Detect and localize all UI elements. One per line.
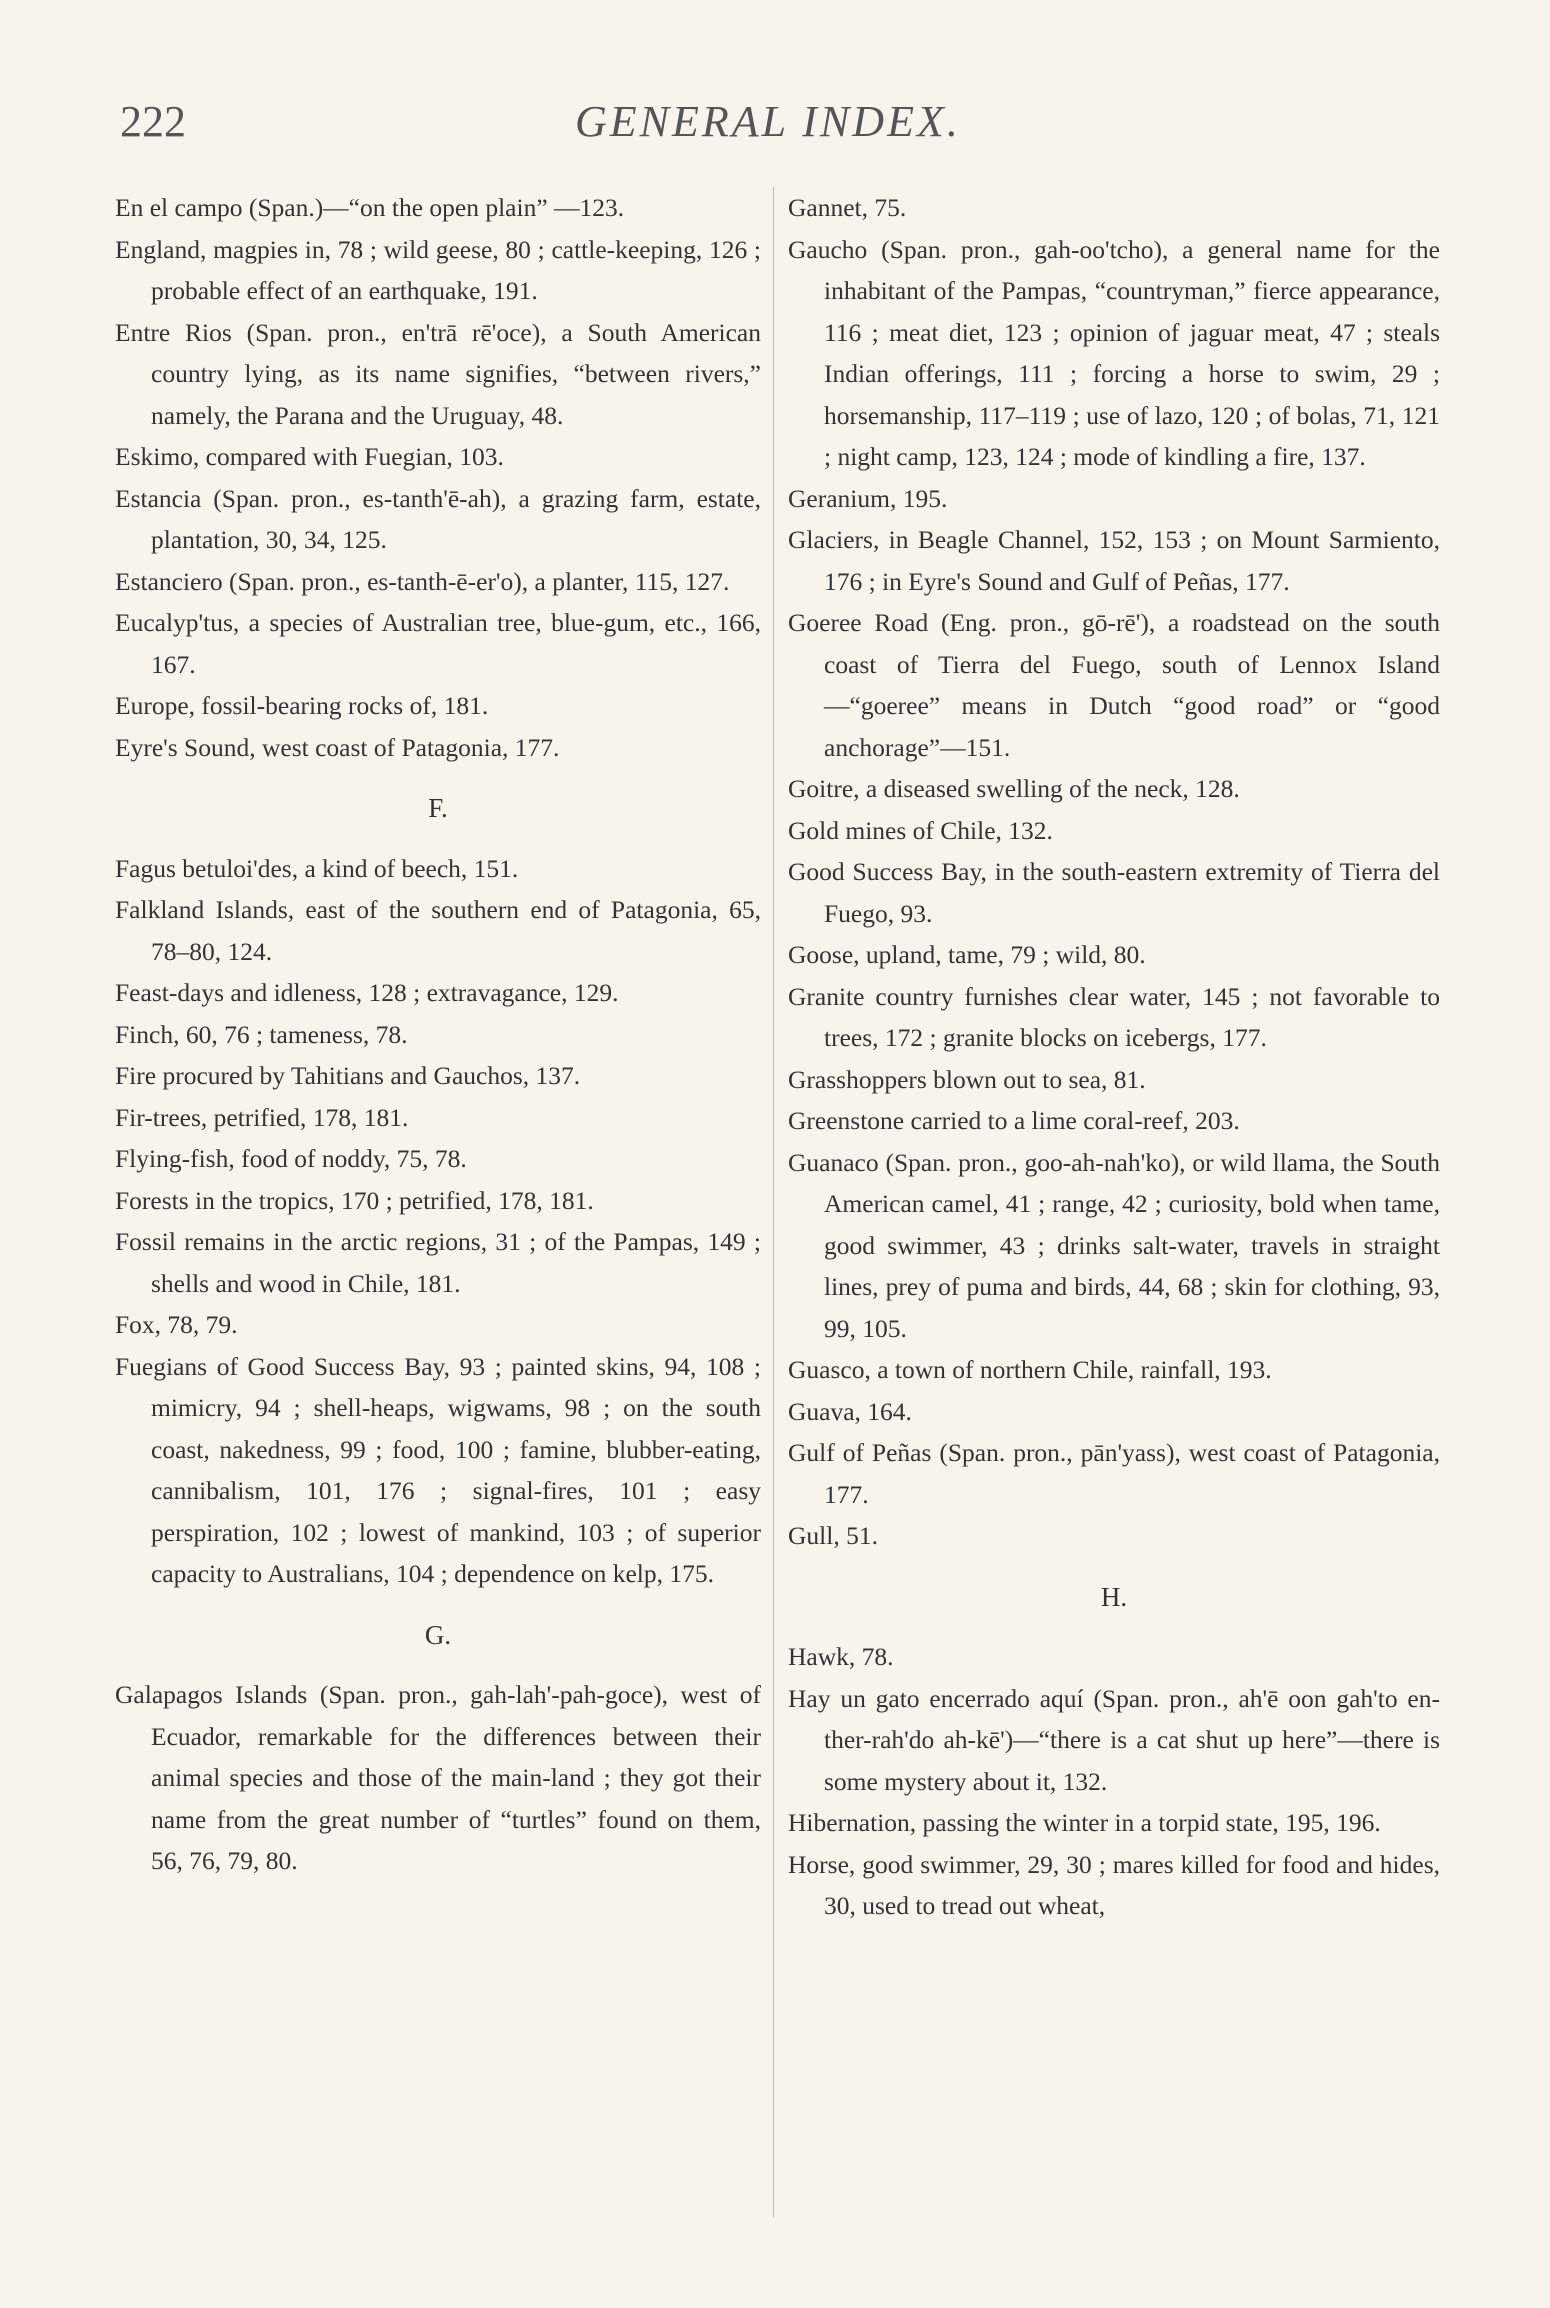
index-entry: Hawk, 78. [788,1642,894,1671]
index-entry: Estanciero (Span. pron., es-tanth-ē-er'o), a planter, 115, 127. [115,566,730,596]
index-entry: Eskimo, compared with Fuegian, 103. [115,442,504,471]
index-entry: Fire procured by Tahitians and Gauchos, 137. [115,1061,581,1090]
index-entry: Gulf of Peñas (Span. pron., pān'yass), west coast of Patagonia, 177. [788,1438,1440,1509]
index-entry: Finch, 60, 76 ; tameness, 78. [115,1019,408,1049]
page-number: 222 [120,97,186,146]
index-entry: Gaucho (Span. pron., gah-oo'tcho), a general name for the inhabitant of the Pampas, “countryman,” fierce appearance, 116 ; meat diet, 123 ; opinion of jaguar meat, 47 ; steals Indian offerings, 111 ; forcing a horse to swim, 29 ; horsemanship, 117–119 ; use of lazo, 120 ; of bolas, 71, 121 ; night camp, 123, 124 ; mode of kindling a fire, 137. [788,234,1440,471]
index-entry: Geranium, 195. [788,483,948,513]
index-entry: Feast-days and idleness, 128 ; extravagance, 129. [115,978,619,1007]
index-entry: Glaciers, in Beagle Channel, 152, 153 ; on Mount Sarmiento, 176 ; in Eyre's Sound and Gulf of Peñas, 177. [788,525,1440,596]
index-entry: Hay un gato encerrado aquí (Span. pron., ah'ē oon gah'to en-ther-rah'do ah-kē')—“there is a cat shut up here”—there is some mystery about it, 132. [788,1683,1440,1796]
index-entry: Goose, upland, tame, 79 ; wild, 80. [788,940,1146,969]
index-entry: Fagus betuloi'des, a kind of beech, 151. [115,853,519,883]
page-header [120,96,1420,156]
index-entry: Granite country furnishes clear water, 145 ; not favorable to trees, 172 ; granite blocks on icebergs, 177. [788,981,1440,1052]
index-entry: Hibernation, passing the winter in a torpid state, 195, 196. [788,1808,1381,1837]
index-entry: Flying-fish, food of noddy, 75, 78. [115,1144,467,1173]
index-entry: Grasshoppers blown out to sea, 81. [788,1064,1146,1094]
running-title: GENERAL INDEX. [575,97,961,146]
index-entry: Gannet, 75. [788,193,907,222]
index-entry: Guava, 164. [788,1396,912,1426]
index-entry: Galapagos Islands (Span. pron., gah-lah'-pah-goce), west of Ecuador, remarkable for the differences between their animal species and those of the main-land ; they got their name from the great number of “turtles” found on them, 56, 76, 79, 80. [115,1680,761,1875]
index-entry: Fir-trees, petrified, 178, 181. [115,1102,409,1132]
index-entry: Fox, 78, 79. [115,1310,238,1339]
index-entry: Good Success Bay, in the south-eastern extremity of Tierra del Fuego, 93. [788,857,1440,928]
index-entry: Gull, 51. [788,1521,878,1550]
index-entry: Eucalyp'tus, a species of Australian tree, blue-gum, etc., 166, 167. [115,608,761,679]
index-entry: Falkland Islands, east of the southern end of Patagonia, 65, 78–80, 124. [115,895,761,966]
section-heading-h: H. [1100,1581,1128,1612]
index-entry: Fossil remains in the arctic regions, 31 ; of the Pampas, 149 ; shells and wood in Chile, 181. [115,1227,761,1298]
index-entry: Horse, good swimmer, 29, 30 ; mares killed for food and hides, 30, used to tread out wheat, [788,1849,1440,1920]
section-heading-g: G. [424,1619,452,1650]
left-column [115,187,761,1882]
index-entry: Guasco, a town of northern Chile, rainfall, 193. [788,1355,1272,1384]
index-entry: Fuegians of Good Success Bay, 93 ; painted skins, 94, 108 ; mimicry, 94 ; shell-heaps, wigwams, 98 ; on the south coast, nakedness, 99 ; food, 100 ; famine, blubber-eating, cannibalism, 101, 176 ; signal-fires, 101 ; easy perspiration, 102 ; lowest of mankind, 103 ; of superior capacity to Australians, 104 ; dependence on kelp, 175. [115,1351,761,1588]
index-entry: Estancia (Span. pron., es-tanth'ē-ah), a grazing farm, estate, plantation, 30, 34, 125. [115,483,761,554]
right-column [788,187,1440,1927]
index-entry: Guanaco (Span. pron., goo-ah-nah'ko), or wild llama, the South American camel, 41 ; range, 42 ; curiosity, bold when tame, good swimmer, 43 ; drinks salt-water, travels in straight lines, prey of puma and birds, 44, 68 ; skin for clothing, 93, 99, 105. [788,1147,1440,1343]
index-entry: Eyre's Sound, west coast of Patagonia, 177. [115,732,560,762]
index-entry: Europe, fossil-bearing rocks of, 181. [115,691,489,720]
index-entry: Gold mines of Chile, 132. [788,815,1053,845]
index-entry: Entre Rios (Span. pron., en'trā rē'oce), a South American country lying, as its name signifies, “between rivers,” namely, the Parana and the Uruguay, 48. [115,317,761,430]
index-entry: England, magpies in, 78 ; wild geese, 80 ; cattle-keeping, 126 ; probable effect of an earthquake, 191. [115,234,761,305]
column-divider [773,187,774,2217]
index-entry: Goeree Road (Eng. pron., gō-rē'), a roadstead on the south coast of Tierra del Fuego, south of Lennox Island—“goeree” means in Dutch “good road” or “good anchorage”—151. [788,608,1440,762]
section-heading-f: F. [428,793,448,823]
index-entry: Forests in the tropics, 170 ; petrified, 178, 181. [115,1185,594,1215]
index-entry: Goitre, a diseased swelling of the neck, 128. [788,774,1240,803]
index-entry: En el campo (Span.)—“on the open plain” —123. [115,193,625,222]
index-entry: Greenstone carried to a lime coral-reef, 203. [788,1106,1240,1135]
